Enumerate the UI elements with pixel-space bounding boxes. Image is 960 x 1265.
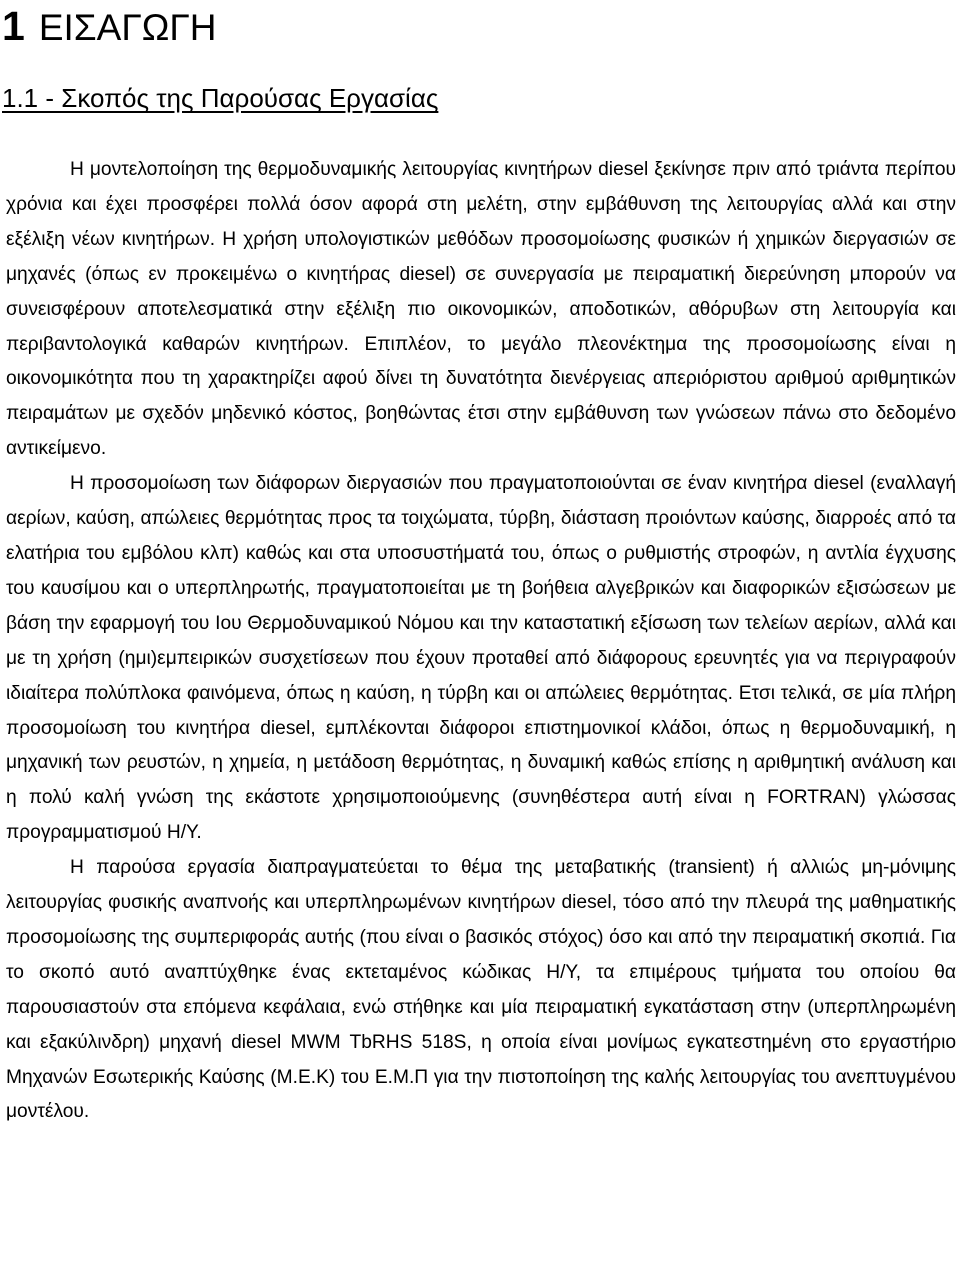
paragraph-3: Η παρούσα εργασία διαπραγματεύεται το θέμα της μεταβατικής (transient) ή αλλιώς μη-μόνιμης λειτουργίας φυσικής αναπνοής και υπερπληρωμένων κινητήρων diesel, τόσο από την πλευρά της μαθηματικής προσομοίωσης της συμπεριφοράς αυτής (που είναι ο βασικός στόχος) όσο και από την πειραματική σκοπιά. Για το σκοπό αυτό αναπτύχθηκε ένας εκτεταμένος κώδικας Η/Υ, τα επιμέρους τμήματα του οποίου θα παρουσιαστούν στα επόμενα κεφάλαια, ενώ στήθηκε και μία πειραματική εγκατάσταση στην (υπερπληρωμένη και εξακύλινδρη) μηχανή diesel MWM TbRHS 518S, η οποία είναι μονίμως εγκατεστημένη στο εργαστήριο Μηχανών Εσωτερικής Καύσης (Μ.Ε.Κ) του Ε.Μ.Π για την πιστοποίηση της καλής λειτουργίας του ανεπτυγμένου μοντέλου. xyxy=(6,857,956,1123)
paragraph-2: Η προσομοίωση των διάφορων διεργασιών που πραγματοποιούνται σε έναν κινητήρα diesel (εναλλαγή αερίων, καύση, απώλειες θερμότητας προς τα τοιχώματα, τύρβη, διάσταση προιόντων καύσης, διαρροές από τα ελατήρια του εμβόλου κλπ) καθώς και στα υποσυστήματά του, όπως ο ρυθμιστής στροφών, η αντλία έγχυσης του καυσίμου και ο υπερπληρωτής, πραγματοποιείται με τη βοήθεια αλγεβρικών και διαφορικών εξισώσεων με βάση την εφαρμογή του Ιου Θερμοδυναμικού Νόμου και την καταστατική εξίσωση των τελείων αερίων, αλλά και με τη χρήση (ημι)εμπειρικών συσχετίσεων που έχουν προταθεί από διάφορους ερευνητές για να περιγραφούν ιδιαίτερα πολύπλοκα φαινόμενα, όπως η καύση, η τύρβη και οι απώλειες θερμότητας. Ετσι τελικά, σε μία πλήρη προσομοίωση του κινητήρα diesel, εμπλέκονται διάφοροι επιστημονικοί κλάδοι, όπως η θερμοδυναμική, η μηχανική των ρευστών, η χημεία, η μετάδοση θερμότητας, η δυναμική καθώς επίσης η αριθμητική ανάλυση και η πολύ καλή γνώση της εκάστοτε χρησιμοποιούμενης (συνηθέστερα αυτή είναι η FORTRAN) γλώσσας προγραμματισμού Η/Υ. xyxy=(6,473,956,844)
section-heading: 1.1 - Σκοπός της Παρούσας Εργασίας xyxy=(2,83,439,113)
chapter-number: 1 xyxy=(2,3,25,49)
chapter-title: ΕΙΣΑΓΩΓΗ xyxy=(38,7,217,48)
chapter-heading xyxy=(2,2,216,52)
body-text xyxy=(6,153,956,1130)
paragraph-1: Η μοντελοποίηση της θερμοδυναμικής λειτουργίας κινητήρων diesel ξεκίνησε πριν από τριάντα περίπου χρόνια και έχει προσφέρει πολλά όσον αφορά στη μελέτη, στην εμβάθυνση της λειτουργίας αλλά και στην εξέλιξη νέων κινητήρων. Η χρήση υπολογιστικών μεθόδων προσομοίωσης φυσικών ή χημικών διεργασιών σε μηχανές (όπως εν προκειμένω ο κινητήρας diesel) σε συνεργασία με πειραματική διερεύνηση μπορούν να συνεισφέρουν αποτελεσματικά στην εξέλιξη πιο οικονομικών, αποδοτικών, αθόρυβων στη λειτουργία και περιβαντολογικά καθαρών κινητήρων. Επιπλέον, το μεγάλο πλεονέκτημα της προσομοίωσης είναι η οικονομικότητα που τη χαρακτηρίζει αφού δίνει τη δυνατότητα διενέργειας απεριόριστου αριθμού αριθμητικών πειραμάτων με σχεδόν μηδενικό κόστος, βοηθώντας έτσι στην εμβάθυνση των γνώσεων πάνω στο δεδομένο αντικείμενο. xyxy=(6,159,956,460)
